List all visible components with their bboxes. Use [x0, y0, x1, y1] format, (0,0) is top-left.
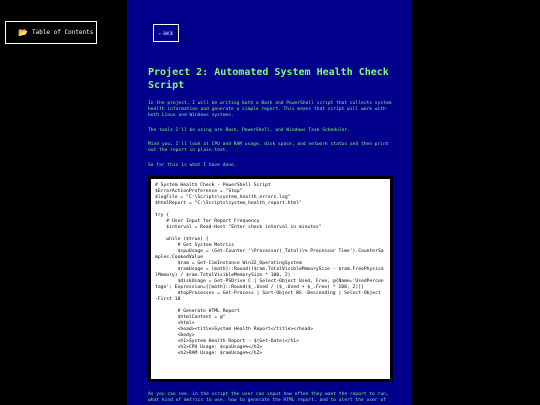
code-line: <h2>CPU Usage: $cpuUsage%</h2>	[155, 345, 263, 350]
code-line: $ErrorActionPreference = "Stop"	[155, 189, 243, 194]
code-block	[148, 176, 393, 382]
arrow-left-icon: ←	[158, 30, 162, 36]
code-line: $cpuUsage = (Get-Counter '\Processor(_Total)\% Processor Time').CounterSamples.CookedValue	[155, 249, 384, 260]
article-panel	[127, 0, 412, 405]
intro-paragraph: In the project, I will be writing both a Bash and PowerShell script that collects system health information and generate a simple report. This means that script will work with both Linux and Windows systems.	[148, 101, 392, 119]
code-line: # Get System Metrics	[155, 243, 235, 248]
code-line: # System Health Check - PowerShell Script	[155, 183, 271, 188]
code-line: $ramUsage = [math]::Round(($ram.TotalVisibleMemorySize - $ram.FreePhysicalMemory) / $ram.TotalVisibleMemorySize * 100, 2)	[155, 267, 384, 278]
code-line: $topProcesses = Get-Process | Sort-Object WS -Descending | Select-Object -First 10	[155, 291, 384, 302]
code-line: $logFile = "C:\Scripts\system_health_errors.log"	[155, 195, 291, 200]
toc-label: Table of Contents	[31, 29, 94, 36]
tools-paragraph: The tools I'll be using are Bash, PowerShell, and Windows Task Scheduler.	[148, 128, 350, 133]
folder-open-icon: 📂	[18, 28, 28, 37]
back-button[interactable]	[153, 24, 179, 42]
progress-paragraph: So far this is what I have done.	[148, 163, 237, 168]
page-title: Project 2: Automated System Health Check Script	[148, 67, 389, 91]
code-line: $htmlReport = "C:\Scripts\system_health_report.html"	[155, 201, 302, 206]
code-content[interactable]	[151, 179, 390, 379]
code-line: $interval = Read-Host "Enter check interval in minutes"	[155, 225, 322, 230]
explanation-paragraph: As you can see, in the script the user can input how often they want the report to run, what kind of metrics to use, how to generate the HTML report, and to alert the user of	[148, 392, 389, 404]
code-line: $htmlContent = @"	[155, 315, 226, 320]
back-label: BACK	[163, 30, 174, 36]
code-line: $ram = Get-CimInstance Win32_OperatingSystem	[155, 261, 302, 266]
code-line: <body>	[155, 333, 195, 338]
code-line: try {	[155, 213, 170, 218]
table-of-contents-button[interactable]	[5, 21, 97, 44]
code-line: <html>	[155, 321, 195, 326]
code-line: <h2>RAM Usage: $ramUsage%</h2>	[155, 351, 263, 356]
code-line: <head><title>System Health Report</title></head>	[155, 327, 314, 332]
code-line: <h1>System Health Report - $(Get-Date)</h1>	[155, 339, 299, 344]
metrics-paragraph: Mind you, I'll look at CPU and RAM usage, disk space, and network status and then print out the report in plain-text.	[148, 142, 389, 154]
code-line: $diskUsage = Get-PSDrive C | Select-Object Used, Free, @{Name='UsedPercentage'; Expression={[math]::Round($_.Used / ($_.Used + $_.Free) * 100, 2)}}	[155, 279, 384, 290]
code-line: while ($true) {	[155, 237, 209, 242]
code-line: # User Input for Report Frequency	[155, 219, 260, 224]
code-line: # Generate HTML Report	[155, 309, 240, 314]
